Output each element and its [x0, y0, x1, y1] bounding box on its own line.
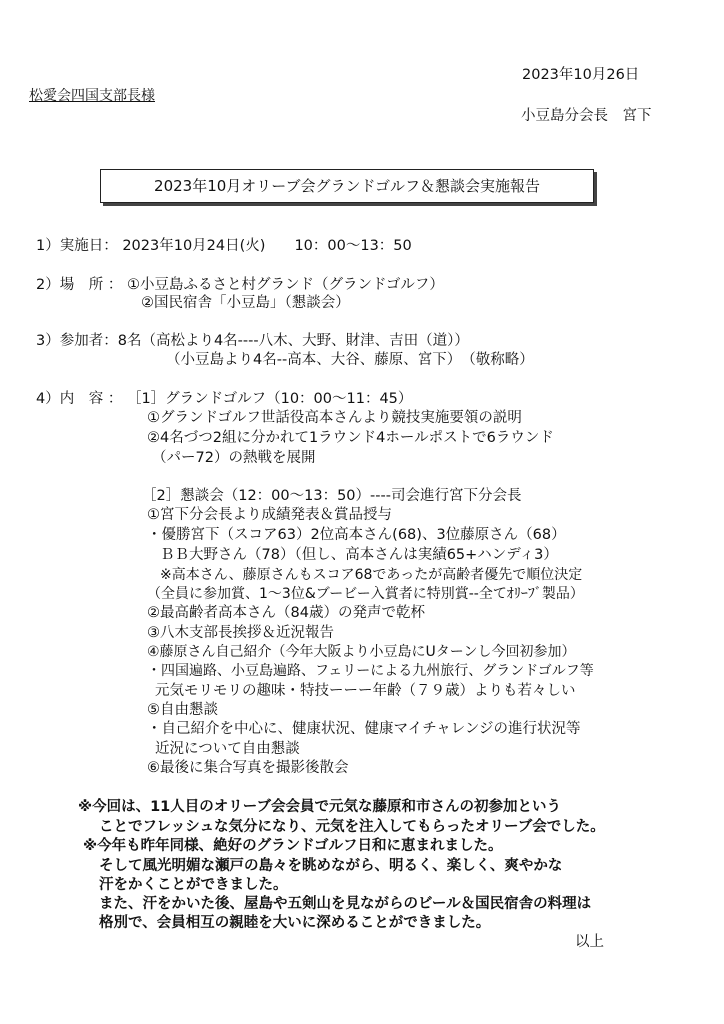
kondankai-item-10: 元気モリモリの趣味・特技ーーー年齢（７９歳）よりも若々しい: [155, 683, 576, 699]
ground-golf-item-3: （パー72）の熱戦を展開: [152, 450, 316, 466]
note-line-7: 格別で、会員相互の親睦を大いに深めることができました。: [99, 915, 491, 931]
report-title: 2023年10月オリーブ会グランドゴルフ＆懇談会実施報告: [154, 177, 540, 195]
note-line-1: ※今回は、11人目のオリーブ会会員で元気な藤原和市さんの初参加という: [78, 799, 562, 815]
title-box: [100, 169, 594, 203]
kondankai-item-9: ・四国遍路、小豆島遍路、フェリーによる九州旅行、グランドゴルフ等: [147, 663, 594, 679]
kondankai-item-14: ⑥最後に集合写真を撮影後散会: [147, 760, 349, 776]
kondankai-item-12: ・自己紹介を中心に、健康状況、健康マイチャレンジの進行状況等: [147, 721, 581, 737]
closing: 以上: [575, 934, 604, 950]
note-line-3: ※今年も昨年同様、絶好のグランドゴルフ日和に恵まれました。: [83, 838, 503, 854]
note-line-2: ことでフレッシュな気分になり、元気を注入してもらったオリーブ会でした。: [99, 819, 605, 835]
kondankai-item-11: ⑤自由懇談: [147, 702, 218, 718]
ground-golf-item-1: ①グランドゴルフ世話役高本さんより競技実施要領の説明: [147, 410, 522, 426]
participants-line-1: 3）参加者：8名（高松より4名----八木、大野、財津、吉田（道））: [36, 333, 469, 349]
kondankai-item-1: ①宮下分会長より成績発表＆賞品授与: [147, 507, 392, 523]
implementation-date: 1）実施日： 2023年10月24日(火) 10：00～13：50: [36, 238, 412, 254]
kondankai-item-2: ・優勝宮下（スコア63）2位高本さん(68)、3位藤原さん（68）: [147, 527, 566, 543]
kondankai-item-13: 近況について自由懇談: [155, 741, 300, 757]
note-line-5: 汗をかくことができました。: [99, 877, 288, 893]
document-date: 2023年10月26日: [522, 67, 640, 83]
kondankai-item-5: （全員に参加賞、1～3位&ブービー入賞者に特別賞--全てｵﾘｰﾌﾞ製品）: [147, 586, 584, 602]
recipient: 松愛会四国支部長様: [29, 88, 155, 104]
kondankai-item-8: ④藤原さん自己紹介（今年大阪より小豆島にUターンし今回初参加）: [147, 644, 576, 660]
kondankai-heading: ［2］懇談会（12：00～13：50）----司会進行宮下分会長: [142, 488, 522, 504]
place-line-2: ②国民宿舎「小豆島」（懇談会）: [141, 295, 350, 311]
participants-line-2: （小豆島より4名--高本、大谷、藤原、宮下） （敬称略）: [166, 352, 534, 368]
sender: 小豆島分会長 宮下: [521, 108, 652, 124]
ground-golf-item-2: ②4名づつ2組に分かれて1ラウンド4ホールポストで6ラウンド: [147, 430, 554, 446]
kondankai-item-3: ＢＢ大野さん（78）（但し、高本さんは実績65+ハンディ3）: [160, 547, 558, 563]
kondankai-item-4: ※高本さん、藤原さんもスコア68であったが高齢者優先で順位決定: [160, 567, 583, 583]
content-heading: 4）内 容 ： ［1］グランドゴルフ（10：00～11：45）: [36, 391, 413, 407]
kondankai-item-7: ③八木支部長挨拶＆近況報告: [147, 625, 334, 641]
kondankai-item-6: ②最高齢者高本さん（84歳）の発声で乾杯: [147, 605, 425, 621]
note-line-6: また、汗をかいた後、屋島や五剣山を見ながらのビール＆国民宿舎の料理は: [99, 896, 592, 912]
place-line-1: 2）場 所 ： ①小豆島ふるさと村グランド（グランドゴルフ）: [36, 277, 444, 293]
note-line-4: そして風光明媚な瀬戸の島々を眺めながら、明るく、楽しく、爽やかな: [99, 858, 563, 874]
